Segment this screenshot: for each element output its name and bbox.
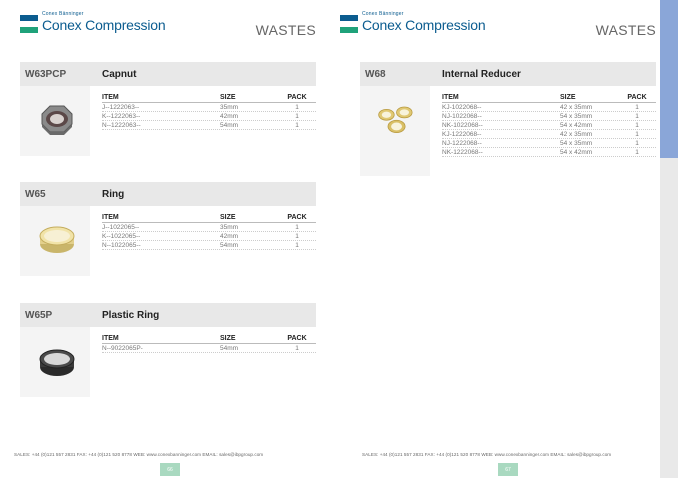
product-name: Ring	[102, 188, 125, 200]
table-row	[102, 241, 316, 250]
brand-parent-name: Conex Bänninger	[362, 11, 404, 17]
table-row	[442, 139, 656, 148]
column-header-pack: PACK	[627, 93, 647, 101]
item-size: 54mm	[220, 241, 239, 249]
item-code: N--9022065P-	[102, 344, 143, 352]
column-header-pack: PACK	[287, 213, 307, 221]
table-row	[102, 232, 316, 241]
conex-logo-icon	[20, 15, 38, 33]
section-title: WASTES	[595, 22, 656, 38]
item-size: 35mm	[220, 223, 239, 231]
item-pack: 1	[295, 103, 299, 111]
product-item-table	[442, 92, 656, 157]
item-code: NJ-1222068--	[442, 139, 482, 147]
table-header	[442, 92, 656, 103]
page-gutter	[330, 0, 340, 478]
column-header-pack: PACK	[287, 93, 307, 101]
column-header-item: ITEM	[102, 93, 119, 101]
product-block-w65	[20, 182, 316, 276]
product-item-table	[102, 212, 316, 250]
column-header-item: ITEM	[102, 213, 119, 221]
item-size: 42 x 35mm	[560, 103, 593, 111]
brand-parent-name: Conex Bänninger	[42, 11, 84, 17]
product-block-w65p	[20, 303, 316, 397]
table-row	[102, 344, 316, 353]
page-number: 67	[498, 463, 518, 476]
column-header-item: ITEM	[102, 334, 119, 342]
item-code: KJ-1022068--	[442, 103, 482, 111]
item-code: N--1222063--	[102, 121, 141, 129]
product-code: W65P	[25, 309, 53, 321]
item-pack: 1	[295, 223, 299, 231]
table-row	[102, 223, 316, 232]
item-pack: 1	[295, 232, 299, 240]
item-size: 35mm	[220, 103, 239, 111]
catalogue-page-right	[340, 0, 660, 478]
capnut-photo	[20, 86, 90, 156]
column-header-size: SIZE	[220, 213, 236, 221]
table-row	[102, 112, 316, 121]
product-block-w68	[360, 62, 656, 176]
brass-ring-photo	[20, 206, 90, 276]
table-row	[102, 103, 316, 112]
column-header-pack: PACK	[287, 334, 307, 342]
item-code: K--1222063--	[102, 112, 141, 120]
item-pack: 1	[635, 112, 639, 120]
brand-name: Conex Compression	[362, 17, 486, 33]
plastic-ring-photo	[20, 327, 90, 397]
column-header-size: SIZE	[220, 334, 236, 342]
product-block-w63pcp	[20, 62, 316, 156]
item-size: 54 x 42mm	[560, 148, 593, 156]
item-size: 54 x 35mm	[560, 112, 593, 120]
item-code: J--1222063--	[102, 103, 140, 111]
product-item-table	[102, 333, 316, 353]
item-code: KJ-1222068--	[442, 130, 482, 138]
product-code: W65	[25, 188, 46, 200]
brand-logo	[20, 11, 165, 33]
product-header	[20, 182, 316, 206]
column-header-size: SIZE	[560, 93, 576, 101]
table-row	[442, 130, 656, 139]
item-pack: 1	[295, 112, 299, 120]
item-code: N--1022065--	[102, 241, 141, 249]
side-scroll-thumb[interactable]	[660, 0, 678, 158]
item-size: 42mm	[220, 232, 239, 240]
item-code: NK-1222068--	[442, 148, 483, 156]
item-code: J--1022065--	[102, 223, 140, 231]
item-size: 54mm	[220, 344, 239, 352]
item-pack: 1	[635, 130, 639, 138]
product-header	[20, 62, 316, 86]
brand-logo	[340, 11, 485, 33]
contact-footer: SALES: +44 (0)121 557 2831 FAX: +44 (0)121 520 8778 WEB: www.conexbanninger.com EMAIL: sales@ibpgroup.com	[14, 452, 264, 457]
item-pack: 1	[635, 121, 639, 129]
item-size: 54mm	[220, 121, 239, 129]
item-pack: 1	[635, 139, 639, 147]
conex-logo-icon	[340, 15, 358, 33]
table-row	[442, 112, 656, 121]
item-pack: 1	[635, 148, 639, 156]
product-name: Internal Reducer	[442, 68, 521, 80]
table-row	[442, 148, 656, 157]
product-name: Capnut	[102, 68, 137, 80]
product-item-table	[102, 92, 316, 130]
product-code: W68	[365, 68, 386, 80]
item-size: 42mm	[220, 112, 239, 120]
section-title: WASTES	[255, 22, 316, 38]
product-name: Plastic Ring	[102, 309, 160, 321]
table-header	[102, 333, 316, 344]
catalogue-page-left	[0, 0, 330, 478]
product-header	[20, 303, 316, 327]
item-size: 42 x 35mm	[560, 130, 593, 138]
item-code: K--1022065--	[102, 232, 141, 240]
column-header-size: SIZE	[220, 93, 236, 101]
item-code: NK-1022068--	[442, 121, 483, 129]
item-pack: 1	[295, 241, 299, 249]
internal-reducer-photo	[360, 86, 430, 176]
table-row	[442, 103, 656, 112]
table-row	[442, 121, 656, 130]
product-header	[360, 62, 656, 86]
table-row	[102, 121, 316, 130]
column-header-item: ITEM	[442, 93, 459, 101]
item-pack: 1	[635, 103, 639, 111]
table-header	[102, 212, 316, 223]
item-pack: 1	[295, 121, 299, 129]
item-size: 54 x 42mm	[560, 121, 593, 129]
item-size: 54 x 35mm	[560, 139, 593, 147]
product-code: W63PCP	[25, 68, 67, 80]
table-header	[102, 92, 316, 103]
page-number: 66	[160, 463, 180, 476]
brand-name: Conex Compression	[42, 17, 166, 33]
item-pack: 1	[295, 344, 299, 352]
contact-footer: SALES: +44 (0)121 557 2831 FAX: +44 (0)121 520 8778 WEB: www.conexbanninger.com EMAIL: sales@ibpgroup.com	[362, 452, 612, 457]
item-code: NJ-1022068--	[442, 112, 482, 120]
